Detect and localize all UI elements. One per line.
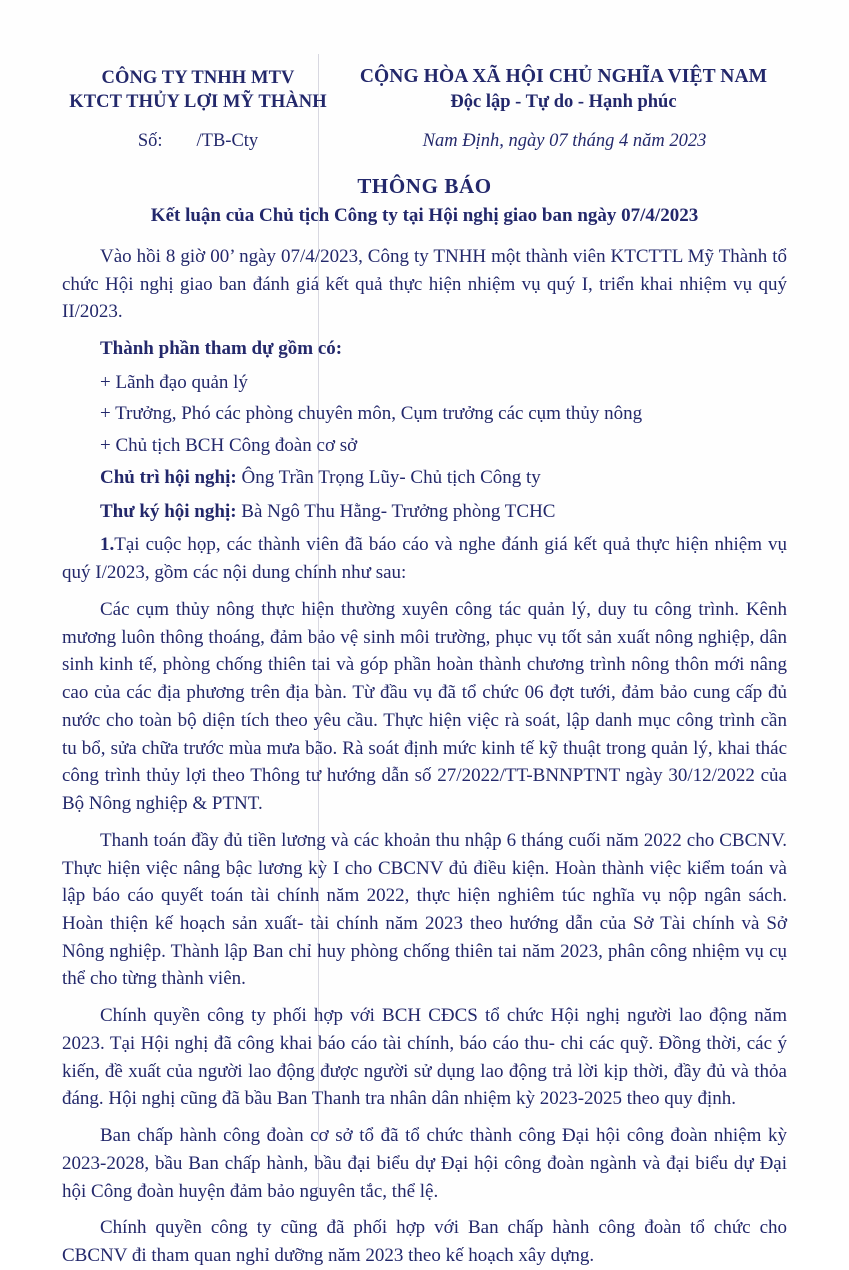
chair-value: Ông Trần Trọng Lũy- Chủ tịch Công ty [241,466,541,488]
national-heading [334,66,787,113]
participant-item: + Lãnh đạo quản lý [100,371,248,393]
participant-item: + Trưởng, Phó các phòng chuyên môn, Cụm trưởng các cụm thủy nông [100,403,643,425]
participant-item: + Chủ tịch BCH Công đoàn cơ sở [100,435,358,457]
body-paragraph: Các cụm thủy nông thực hiện thường xuyên công tác quản lý, duy tu công trình. Kênh mương luôn thông thoáng, đảm bảo vệ sinh môi trường, phục vụ tốt sản xuất nông nghiệp, dân sinh kinh tế, phòng chống thiên tai và góp phần hoàn thành chương trình nông thôn mới nâng cao của các địa phương trên địa bàn. Từ đầu vụ đã tổ chức 06 đợt tưới, đảm bảo cung cấp đủ nước cho toàn bộ diện tích theo yêu cầu. Thực hiện việc rà soát, lập danh mục công trình cần tu bổ, sửa chữa trước mùa mưa bão. Rà soát định mức kinh tế kỹ thuật trong quản lý, khai thác công trình thủy lợi theo Thông tư hướng dẫn số 27/2022/TT-BNNPTNT ngày 30/12/2022 của Bộ Nông nghiệp & PTNT. [62,598,787,815]
body-paragraph: Ban chấp hành công đoàn cơ sở tổ đã tổ chức thành công Đại hội công đoàn nhiệm kỳ 2023-2028, bầu Ban chấp hành, bầu đại biểu dự Đại hội công đoàn ngành và đại biểu dự Đại hội Công đoàn huyện đảm bảo nguyên tắc, thể lệ. [62,1125,787,1202]
document-title-block [62,174,787,227]
secretary-value: Bà Ngô Thu Hằng- Trưởng phòng TCHC [241,500,556,522]
secretary-line [62,498,787,526]
chair-line [62,464,787,492]
intro-paragraph: Vào hồi 8 giờ 00’ ngày 07/4/2023, Công ty TNHH một thành viên KTCTTL Mỹ Thành tổ chức Hội nghị giao ban đánh giá kết quả thực hiện nhiệm vụ quý I, triển khai nhiệm vụ quý II/2023. [62,245,787,323]
page-fold-line [318,54,319,1200]
body-paragraph: Chính quyền công ty phối hợp với BCH CĐCS tổ chức Hội nghị người lao động năm 2023. Tại Hội nghị đã công khai báo cáo tài chính, báo cáo thu- chi các quỹ. Đồng thời, các ý kiến, đề xuất của người lao động được người sử dụng lao động trả lời kịp thời, đầy đủ và thỏa đáng. Hội nghị cũng đã bầu Ban Thanh tra nhân dân nhiệm kỳ 2023-2025 theo quy định. [62,1005,787,1110]
document-number-value: /TB-Cty [196,130,259,151]
document-subheader [62,131,787,152]
document-body [62,243,787,1270]
section-1-text: Tại cuộc họp, các thành viên đã báo cáo và nghe đánh giá kết quả thực hiện nhiệm vụ quý I/2023, gồm các nội dung chính như sau: [62,534,787,584]
participants-heading: Thành phần tham dự gồm có: [100,338,343,360]
document-number [62,131,334,152]
section-1-paragraph [62,531,787,586]
document-subtitle: Kết luận của Chủ tịch Công ty tại Hội nghị giao ban ngày 07/4/2023 [150,204,699,226]
secretary-label: Thư ký hội nghị: [100,500,237,522]
country-name: CỘNG HÒA XÃ HỘI CHỦ NGHĨA VIỆT NAM [359,66,768,87]
issuing-organization [62,66,334,115]
place-and-date: Nam Định, ngày 07 tháng 4 năm 2023 [422,130,707,151]
document-header [62,58,787,115]
chair-label: Chủ trì hội nghị: [100,466,237,488]
document-number-label: Số: [137,130,163,151]
body-paragraph: Thanh toán đầy đủ tiền lương và các khoản thu nhập 6 tháng cuối năm 2022 cho CBCNV. Thực hiện việc nâng bậc lương kỳ I cho CBCNV đủ điều kiện. Hoàn thành việc kiểm toán và lập báo cáo quyết toán tài chính năm 2022, thực hiện nghiêm túc nghĩa vụ nộp ngân sách. Hoàn thiện kế hoạch sản xuất- tài chính năm 2023 theo hướng dẫn của Sở Tài chính và Sở Nông nghiệp. Thành lập Ban chỉ huy phòng chống thiên tai năm 2023, phân công nhiệm vụ cụ thể cho từng thành viên. [62,829,787,990]
company-line-1: CÔNG TY TNHH MTV [101,68,295,88]
document-title: THÔNG BÁO [357,173,492,198]
company-line-2: KTCT THỦY LỢI MỸ THÀNH [69,92,327,113]
body-paragraph: Chính quyền công ty cũng đã phối hợp với Ban chấp hành công đoàn tổ chức cho CBCNV đi tham quan nghỉ dưỡng năm 2023 theo kế hoạch xây dựng. [62,1217,787,1267]
section-1-number: 1. [100,534,115,556]
national-motto: Độc lập - Tự do - Hạnh phúc [450,92,677,112]
